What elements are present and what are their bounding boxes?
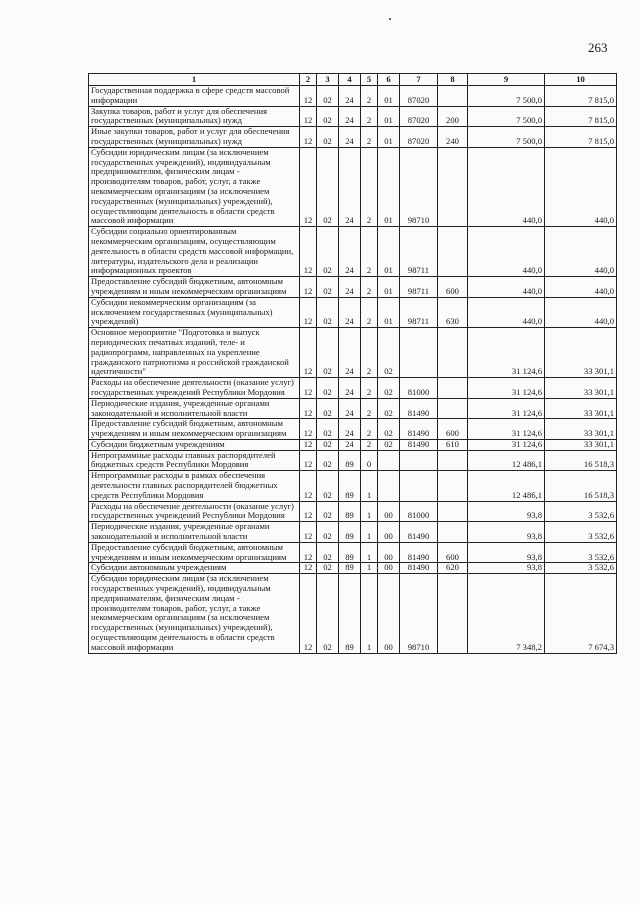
subsection-cell: 02 xyxy=(317,439,339,450)
event-cell: 01 xyxy=(378,227,400,277)
subsection-cell: 02 xyxy=(317,378,339,399)
expense-type-cell: 600 xyxy=(438,542,468,563)
subprogram-cell: 2 xyxy=(361,277,378,298)
section-cell: 12 xyxy=(300,277,317,298)
name-cell: Субсидии социально ориентированным некоммерческим организациям, осуществляющим деятельность в области средств массовой информации, литературы, издательского дела и реализации информационных проектов xyxy=(89,227,300,277)
amount-year2-cell: 3 532,6 xyxy=(545,522,617,543)
amount-year2-cell: 33 301,1 xyxy=(545,439,617,450)
expense-type-cell xyxy=(438,378,468,399)
event-cell: 00 xyxy=(378,563,400,574)
direction-cell xyxy=(400,328,438,378)
amount-year1-cell: 7 500,0 xyxy=(468,86,545,107)
subprogram-cell: 1 xyxy=(361,574,378,653)
table-row xyxy=(89,127,617,148)
amount-year2-cell: 440,0 xyxy=(545,147,617,226)
name-cell: Предоставление субсидий бюджетным, автономным учреждениям и иным некоммерческим организациям xyxy=(89,277,300,298)
direction-cell: 98711 xyxy=(400,277,438,298)
subsection-cell: 02 xyxy=(317,277,339,298)
direction-cell xyxy=(400,450,438,471)
amount-year1-cell: 440,0 xyxy=(468,227,545,277)
header-cell: 6 xyxy=(378,74,400,86)
event-cell: 02 xyxy=(378,439,400,450)
direction-cell: 81490 xyxy=(400,563,438,574)
subsection-cell: 02 xyxy=(317,501,339,522)
program-cell: 24 xyxy=(339,277,361,298)
direction-cell: 98710 xyxy=(400,147,438,226)
name-cell: Субсидии автономным учреждениям xyxy=(89,563,300,574)
table-row xyxy=(89,106,617,127)
expense-type-cell xyxy=(438,501,468,522)
amount-year1-cell: 440,0 xyxy=(468,297,545,327)
subsection-cell: 02 xyxy=(317,297,339,327)
direction-cell xyxy=(400,471,438,501)
table-row xyxy=(89,563,617,574)
expense-type-cell xyxy=(438,450,468,471)
name-cell: Непрограммные расходы главных распорядителей бюджетных средств Республики Мордовия xyxy=(89,450,300,471)
subsection-cell: 02 xyxy=(317,471,339,501)
event-cell: 00 xyxy=(378,501,400,522)
event-cell: 01 xyxy=(378,127,400,148)
subsection-cell: 02 xyxy=(317,574,339,653)
program-cell: 89 xyxy=(339,501,361,522)
program-cell: 24 xyxy=(339,86,361,107)
event-cell: 02 xyxy=(378,328,400,378)
event-cell: 00 xyxy=(378,522,400,543)
section-cell: 12 xyxy=(300,450,317,471)
subsection-cell: 02 xyxy=(317,542,339,563)
expense-type-cell xyxy=(438,574,468,653)
amount-year1-cell: 7 500,0 xyxy=(468,127,545,148)
subsection-cell: 02 xyxy=(317,127,339,148)
amount-year1-cell: 93,8 xyxy=(468,522,545,543)
section-cell: 12 xyxy=(300,542,317,563)
header-cell: 7 xyxy=(400,74,438,86)
section-cell: 12 xyxy=(300,127,317,148)
direction-cell: 98710 xyxy=(400,574,438,653)
direction-cell: 87020 xyxy=(400,106,438,127)
program-cell: 24 xyxy=(339,419,361,440)
subprogram-cell: 2 xyxy=(361,147,378,226)
program-cell: 89 xyxy=(339,574,361,653)
name-cell: Государственная поддержка в сфере средств массовой информации xyxy=(89,86,300,107)
name-cell: Расходы на обеспечение деятельности (оказание услуг) государственных учреждений Республики Мордовия xyxy=(89,378,300,399)
subprogram-cell: 2 xyxy=(361,439,378,450)
section-cell: 12 xyxy=(300,574,317,653)
amount-year1-cell: 93,8 xyxy=(468,563,545,574)
table-row xyxy=(89,378,617,399)
page-number: 263 xyxy=(588,40,608,55)
table-row xyxy=(89,522,617,543)
expense-type-cell: 240 xyxy=(438,127,468,148)
name-cell: Расходы на обеспечение деятельности (оказание услуг) государственных учреждений Республики Мордовия xyxy=(89,501,300,522)
table-row xyxy=(89,450,617,471)
table-row xyxy=(89,542,617,563)
section-cell: 12 xyxy=(300,328,317,378)
name-cell: Основное мероприятие "Подготовка и выпуск периодических печатных изданий, теле- и радиопрограмм, направленных на укрепление гражданского патриотизма и российской гражданской идентичности" xyxy=(89,328,300,378)
direction-cell: 87020 xyxy=(400,86,438,107)
event-cell: 02 xyxy=(378,378,400,399)
subprogram-cell: 2 xyxy=(361,86,378,107)
name-cell: Субсидии бюджетным учреждениям xyxy=(89,439,300,450)
program-cell: 89 xyxy=(339,522,361,543)
subsection-cell: 02 xyxy=(317,563,339,574)
event-cell: 00 xyxy=(378,542,400,563)
event-cell: 01 xyxy=(378,277,400,298)
expense-type-cell xyxy=(438,328,468,378)
subprogram-cell: 0 xyxy=(361,450,378,471)
event-cell: 02 xyxy=(378,419,400,440)
direction-cell: 81490 xyxy=(400,419,438,440)
subprogram-cell: 1 xyxy=(361,522,378,543)
event-cell: 01 xyxy=(378,297,400,327)
amount-year2-cell: 440,0 xyxy=(545,297,617,327)
section-cell: 12 xyxy=(300,378,317,399)
section-cell: 12 xyxy=(300,86,317,107)
program-cell: 24 xyxy=(339,378,361,399)
direction-cell: 87020 xyxy=(400,127,438,148)
subsection-cell: 02 xyxy=(317,328,339,378)
subprogram-cell: 2 xyxy=(361,419,378,440)
amount-year1-cell: 31 124,6 xyxy=(468,398,545,419)
section-cell: 12 xyxy=(300,147,317,226)
table-row xyxy=(89,471,617,501)
table-row xyxy=(89,398,617,419)
subprogram-cell: 1 xyxy=(361,542,378,563)
amount-year2-cell: 33 301,1 xyxy=(545,398,617,419)
subprogram-cell: 2 xyxy=(361,106,378,127)
event-cell: 01 xyxy=(378,106,400,127)
subprogram-cell: 2 xyxy=(361,328,378,378)
subprogram-cell: 2 xyxy=(361,297,378,327)
subprogram-cell: 2 xyxy=(361,398,378,419)
event-cell: 02 xyxy=(378,398,400,419)
amount-year1-cell: 12 486,1 xyxy=(468,471,545,501)
amount-year2-cell: 440,0 xyxy=(545,227,617,277)
table-row xyxy=(89,86,617,107)
direction-cell: 81000 xyxy=(400,501,438,522)
amount-year2-cell: 33 301,1 xyxy=(545,419,617,440)
subprogram-cell: 1 xyxy=(361,471,378,501)
name-cell: Субсидии некоммерческим организациям (за исключением государственных (муниципальных) учреждений) xyxy=(89,297,300,327)
subsection-cell: 02 xyxy=(317,398,339,419)
subsection-cell: 02 xyxy=(317,419,339,440)
program-cell: 24 xyxy=(339,398,361,419)
amount-year1-cell: 31 124,6 xyxy=(468,419,545,440)
name-cell: Периодические издания, учрежденные органами законодательной и исполнительной власти xyxy=(89,398,300,419)
name-cell: Субсидии юридическим лицам (за исключением государственных учреждений), индивидуальным предпринимателям, физическим лицам - производителям товаров, работ, услуг, а также некоммерческим организациям (за исключением государственных (муниципальных) учреждений), осуществляющим деятельность в области средств массовой информации xyxy=(89,574,300,653)
header-cell: 2 xyxy=(300,74,317,86)
expense-type-cell: 620 xyxy=(438,563,468,574)
event-cell xyxy=(378,450,400,471)
expense-type-cell: 600 xyxy=(438,419,468,440)
expense-type-cell xyxy=(438,86,468,107)
amount-year2-cell: 3 532,6 xyxy=(545,563,617,574)
expense-type-cell xyxy=(438,471,468,501)
event-cell: 01 xyxy=(378,147,400,226)
direction-cell: 81490 xyxy=(400,522,438,543)
scan-speck xyxy=(389,18,391,20)
direction-cell: 81000 xyxy=(400,378,438,399)
subprogram-cell: 2 xyxy=(361,378,378,399)
amount-year1-cell: 440,0 xyxy=(468,277,545,298)
subsection-cell: 02 xyxy=(317,147,339,226)
expense-type-cell: 630 xyxy=(438,297,468,327)
table-row xyxy=(89,227,617,277)
expense-type-cell: 610 xyxy=(438,439,468,450)
amount-year1-cell: 31 124,6 xyxy=(468,328,545,378)
subprogram-cell: 2 xyxy=(361,227,378,277)
section-cell: 12 xyxy=(300,398,317,419)
section-cell: 12 xyxy=(300,471,317,501)
header-cell: 9 xyxy=(468,74,545,86)
name-cell: Закупка товаров, работ и услуг для обеспечения государственных (муниципальных) нужд xyxy=(89,106,300,127)
amount-year2-cell: 440,0 xyxy=(545,277,617,298)
amount-year2-cell: 3 532,6 xyxy=(545,542,617,563)
section-cell: 12 xyxy=(300,563,317,574)
table-row xyxy=(89,501,617,522)
subsection-cell: 02 xyxy=(317,86,339,107)
section-cell: 12 xyxy=(300,522,317,543)
header-cell: 1 xyxy=(89,74,300,86)
subprogram-cell: 2 xyxy=(361,127,378,148)
section-cell: 12 xyxy=(300,227,317,277)
subprogram-cell: 1 xyxy=(361,563,378,574)
expense-type-cell xyxy=(438,147,468,226)
amount-year1-cell: 12 486,1 xyxy=(468,450,545,471)
amount-year2-cell: 33 301,1 xyxy=(545,328,617,378)
header-cell: 3 xyxy=(317,74,339,86)
program-cell: 24 xyxy=(339,297,361,327)
direction-cell: 81490 xyxy=(400,398,438,419)
table-row xyxy=(89,574,617,653)
event-cell: 01 xyxy=(378,86,400,107)
program-cell: 89 xyxy=(339,471,361,501)
amount-year2-cell: 7 815,0 xyxy=(545,106,617,127)
section-cell: 12 xyxy=(300,501,317,522)
amount-year1-cell: 93,8 xyxy=(468,501,545,522)
event-cell xyxy=(378,471,400,501)
subsection-cell: 02 xyxy=(317,227,339,277)
table-row xyxy=(89,147,617,226)
name-cell: Периодические издания, учрежденные органами законодательной и исполнительной власти xyxy=(89,522,300,543)
program-cell: 89 xyxy=(339,563,361,574)
subsection-cell: 02 xyxy=(317,450,339,471)
table-body xyxy=(89,86,617,654)
subsection-cell: 02 xyxy=(317,522,339,543)
program-cell: 24 xyxy=(339,127,361,148)
program-cell: 89 xyxy=(339,450,361,471)
direction-cell: 81490 xyxy=(400,542,438,563)
header-cell: 10 xyxy=(545,74,617,86)
direction-cell: 98711 xyxy=(400,297,438,327)
amount-year1-cell: 93,8 xyxy=(468,542,545,563)
table-row xyxy=(89,328,617,378)
header-row xyxy=(89,74,617,86)
amount-year2-cell: 7 815,0 xyxy=(545,86,617,107)
event-cell: 00 xyxy=(378,574,400,653)
program-cell: 24 xyxy=(339,147,361,226)
expense-type-cell xyxy=(438,522,468,543)
name-cell: Непрограммные расходы в рамках обеспечения деятельности главных распорядителей бюджетных средств Республики Мордовия xyxy=(89,471,300,501)
program-cell: 24 xyxy=(339,439,361,450)
section-cell: 12 xyxy=(300,419,317,440)
subprogram-cell: 1 xyxy=(361,501,378,522)
direction-cell: 81490 xyxy=(400,439,438,450)
header-cell: 4 xyxy=(339,74,361,86)
expense-type-cell: 600 xyxy=(438,277,468,298)
amount-year1-cell: 440,0 xyxy=(468,147,545,226)
table-row xyxy=(89,297,617,327)
direction-cell: 98711 xyxy=(400,227,438,277)
amount-year2-cell: 3 532,6 xyxy=(545,501,617,522)
header-cell: 8 xyxy=(438,74,468,86)
program-cell: 89 xyxy=(339,542,361,563)
expense-type-cell xyxy=(438,398,468,419)
name-cell: Субсидии юридическим лицам (за исключением государственных учреждений), индивидуальным предпринимателям, физическим лицам - производителям товаров, работ, услуг, а также некоммерческим организациям (за исключением государственных (муниципальных) учреждений), осуществляющим деятельность в области средств массовой информации xyxy=(89,147,300,226)
amount-year2-cell: 16 518,3 xyxy=(545,471,617,501)
amount-year1-cell: 31 124,6 xyxy=(468,378,545,399)
program-cell: 24 xyxy=(339,106,361,127)
section-cell: 12 xyxy=(300,439,317,450)
header-cell: 5 xyxy=(361,74,378,86)
expense-type-cell xyxy=(438,227,468,277)
table-row xyxy=(89,419,617,440)
table-row xyxy=(89,439,617,450)
table-row xyxy=(89,277,617,298)
amount-year2-cell: 7 815,0 xyxy=(545,127,617,148)
name-cell: Предоставление субсидий бюджетным, автономным учреждениям и иным некоммерческим организациям xyxy=(89,542,300,563)
amount-year2-cell: 16 518,3 xyxy=(545,450,617,471)
section-cell: 12 xyxy=(300,106,317,127)
amount-year1-cell: 7 500,0 xyxy=(468,106,545,127)
program-cell: 24 xyxy=(339,227,361,277)
subsection-cell: 02 xyxy=(317,106,339,127)
expense-type-cell: 200 xyxy=(438,106,468,127)
name-cell: Предоставление субсидий бюджетным, автономным учреждениям и иным некоммерческим организациям xyxy=(89,419,300,440)
amount-year2-cell: 33 301,1 xyxy=(545,378,617,399)
amount-year1-cell: 31 124,6 xyxy=(468,439,545,450)
section-cell: 12 xyxy=(300,297,317,327)
amount-year2-cell: 7 674,3 xyxy=(545,574,617,653)
name-cell: Иные закупки товаров, работ и услуг для обеспечения государственных (муниципальных) нужд xyxy=(89,127,300,148)
amount-year1-cell: 7 348,2 xyxy=(468,574,545,653)
program-cell: 24 xyxy=(339,328,361,378)
budget-table xyxy=(88,73,617,654)
